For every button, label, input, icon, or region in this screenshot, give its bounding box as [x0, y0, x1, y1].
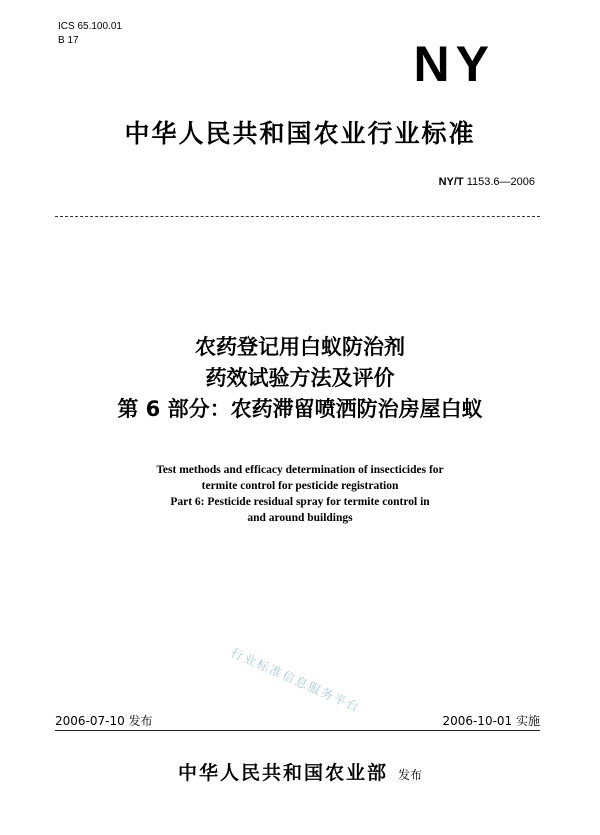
english-title-line: Test methods and efficacy determination of insecticides for — [156, 464, 444, 476]
implementation-date: 2006-10-01 实施 — [442, 714, 540, 728]
header-divider — [55, 216, 540, 217]
chinese-title-line: 第 6 部分：农药滞留喷洒防治房屋白蚁 — [117, 397, 483, 421]
english-title-line: and around buildings — [247, 512, 353, 524]
standard-number — [439, 176, 535, 188]
ccs-code: B 17 — [58, 35, 79, 46]
standard-category-title: 中华人民共和国农业行业标准 — [124, 119, 476, 148]
ics-code: ICS 65.100.01 — [58, 21, 122, 32]
publisher-name: 中华人民共和国农业部 — [177, 762, 388, 784]
english-title-line: termite control for pesticide registration — [201, 480, 399, 492]
english-title-line: Part 6: Pesticide residual spray for termite control in — [170, 496, 430, 508]
publisher — [0, 758, 600, 785]
publisher-tag: 发布 — [398, 768, 423, 782]
chinese-title-line: 农药登记用白蚁防治剂 — [195, 335, 405, 359]
chinese-title — [0, 332, 600, 425]
chinese-title-line: 药效试验方法及评价 — [205, 366, 395, 390]
issue-date: 2006-07-10 发布 — [55, 714, 153, 728]
standard-number-prefix: NY/T — [438, 176, 464, 188]
standard-logo: NY — [413, 36, 495, 92]
english-title — [0, 462, 600, 526]
watermark: 行业标准信息服务平台 — [228, 645, 363, 716]
standard-number-value: 1153.6—2006 — [466, 176, 535, 188]
footer-divider — [55, 730, 540, 731]
